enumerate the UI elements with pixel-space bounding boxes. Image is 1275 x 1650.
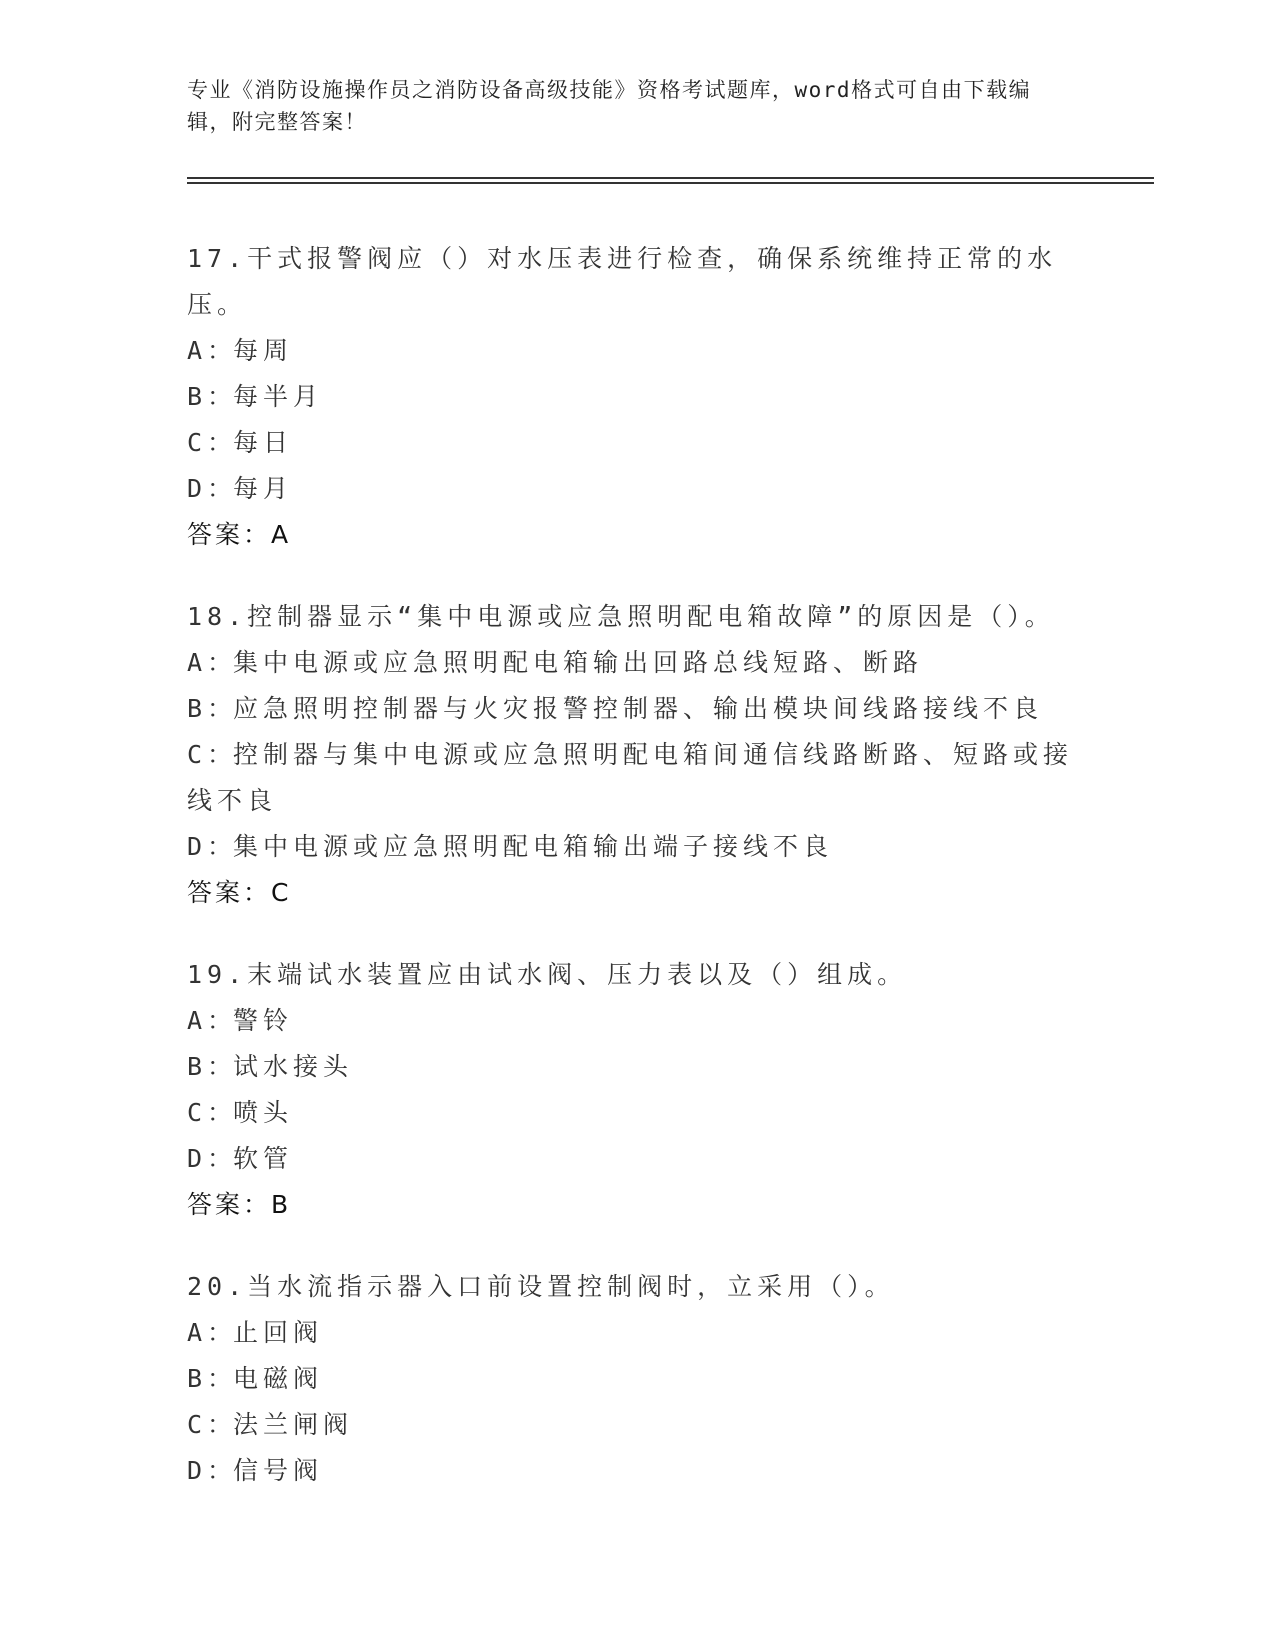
option-key: C： [187, 428, 238, 457]
option-c [187, 732, 1087, 824]
question-20 [187, 1264, 1087, 1494]
question-stem: 19.末端试水装置应由试水阀、压力表以及（）组成。 [187, 960, 908, 989]
answer-line: 答案：A [187, 520, 292, 549]
option-text: 警铃 [233, 1006, 294, 1035]
option-key: C： [187, 740, 238, 769]
option-b [187, 1356, 1087, 1402]
option-d [187, 1448, 1087, 1494]
option-key: A： [187, 648, 238, 677]
option-c [187, 1402, 1087, 1448]
option-b [187, 374, 1087, 420]
option-text: 信号阀 [233, 1456, 324, 1485]
question-18 [187, 594, 1087, 916]
option-b [187, 686, 1087, 732]
option-a [187, 328, 1087, 374]
option-key: D： [187, 832, 238, 861]
option-key: D： [187, 474, 238, 503]
question-stem: 20.当水流指示器入口前设置控制阀时，立采用（）。 [187, 1272, 895, 1301]
question-stem: 18.控制器显示“集中电源或应急照明配电箱故障”的原因是（）。 [187, 602, 1055, 631]
option-c [187, 420, 1087, 466]
document-header: 专业《消防设施操作员之消防设备高级技能》资格考试题库，word格式可自由下载编辑，附完整答案！ [187, 78, 1032, 134]
question-19 [187, 952, 1087, 1228]
option-key: A： [187, 1318, 238, 1347]
option-text: 电磁阀 [233, 1364, 324, 1393]
question-17 [187, 236, 1087, 558]
option-key: A： [187, 1006, 238, 1035]
option-b [187, 1044, 1087, 1090]
option-key: C： [187, 1410, 238, 1439]
header-divider-top [187, 177, 1154, 179]
option-a [187, 640, 1087, 686]
option-key: C： [187, 1098, 238, 1127]
option-text: 软管 [233, 1144, 294, 1173]
option-text: 每周 [233, 336, 294, 365]
option-key: D： [187, 1144, 238, 1173]
option-text: 集中电源或应急照明配电箱输出端子接线不良 [233, 832, 834, 861]
option-text: 喷头 [233, 1098, 294, 1127]
option-d [187, 824, 1087, 870]
option-key: B： [187, 382, 238, 411]
header-divider-bottom [187, 182, 1154, 184]
option-text: 法兰闸阀 [233, 1410, 354, 1439]
option-a [187, 1310, 1087, 1356]
option-key: D： [187, 1456, 238, 1485]
option-key: B： [187, 694, 238, 723]
option-c [187, 1090, 1087, 1136]
option-text: 每日 [233, 428, 294, 457]
option-key: A： [187, 336, 238, 365]
option-key: B： [187, 1052, 238, 1081]
option-text: 集中电源或应急照明配电箱输出回路总线短路、断路 [233, 648, 924, 677]
question-stem: 17.干式报警阀应（）对水压表进行检查，确保系统维持正常的水压。 [187, 244, 1058, 319]
option-text: 应急照明控制器与火灾报警控制器、输出模块间线路接线不良 [233, 694, 1044, 723]
option-key: B： [187, 1364, 238, 1393]
answer-line: 答案：C [187, 878, 292, 907]
option-text: 止回阀 [233, 1318, 324, 1347]
option-d [187, 1136, 1087, 1182]
option-d [187, 466, 1087, 512]
answer-line: 答案：B [187, 1190, 292, 1219]
question-list [187, 236, 1087, 1530]
option-a [187, 998, 1087, 1044]
option-text: 每月 [233, 474, 294, 503]
option-text: 控制器与集中电源或应急照明配电箱间通信线路断路、短路或接线不良 [187, 740, 1074, 815]
option-text: 每半月 [233, 382, 324, 411]
option-text: 试水接头 [233, 1052, 354, 1081]
